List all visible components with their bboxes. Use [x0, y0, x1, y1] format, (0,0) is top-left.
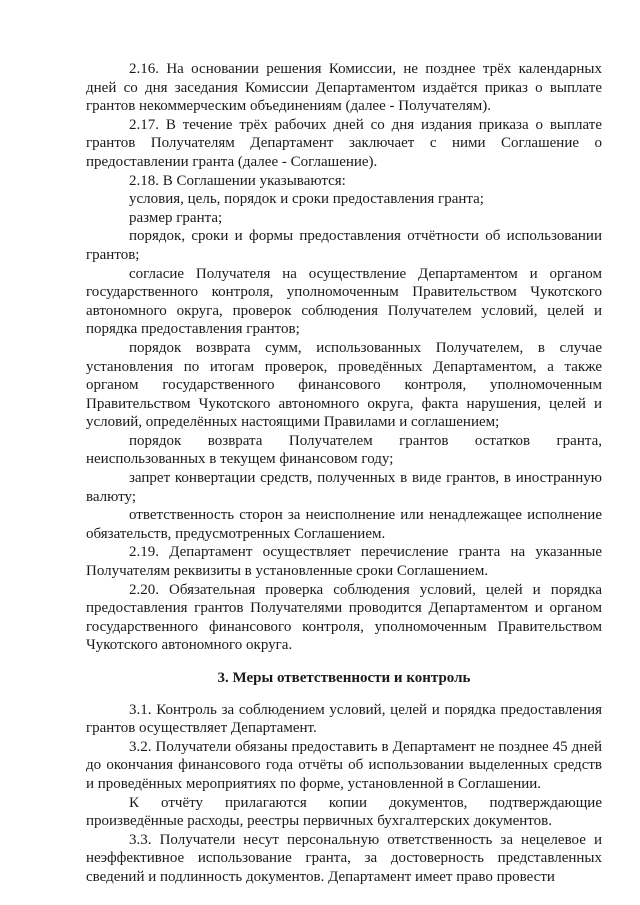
list-item: ответственность сторон за неисполнение или ненадлежащее исполнение обязательств, предусмотренных Соглашением. — [86, 507, 602, 542]
section-heading: 3. Меры ответственности и контроль — [217, 670, 471, 686]
list-item: размер гранта; — [129, 209, 223, 226]
paragraph-3-3: 3.3. Получатели несут персональную ответственность за нецелевое и неэффективное использование гранта, за достоверность представленных сведений и подлинность документов. Департамент имеет право провести — [86, 831, 602, 885]
paragraph-3-1: 3.1. Контроль за соблюдением условий, целей и порядка предоставления грантов осуществляет Департамент. — [86, 701, 602, 737]
document-page — [86, 60, 602, 887]
paragraph-2-19: 2.19. Департамент осуществляет перечисление гранта на указанные Получателям реквизиты в установленные сроки Соглашением. — [86, 544, 602, 580]
list-item: запрет конвертации средств, полученных в виде грантов, в иностранную валюту; — [86, 470, 602, 505]
paragraph-2-17: 2.17. В течение трёх рабочих дней со дня издания приказа о выплате грантов Получателям Департамент заключает с ними Соглашение о предоставлении гранта (далее - Соглашение). — [86, 116, 602, 170]
list-item: порядок возврата Получателем грантов остатков гранта, неиспользованных в текущем финансовом году; — [86, 432, 602, 468]
list-item: порядок возврата сумм, использованных Получателем, в случае установления по итогам проверок, проведённых Департаментом, а также органом государственного финансового контроля, уполномоченным Правительством Чукотского автономного округа, факта нарушения, целей и условий, определённых настоящими Правилами и соглашением; — [86, 339, 602, 431]
list-item: согласие Получателя на осуществление Департаментом и органом государственного контроля, уполномоченным Правительством Чукотского автономного округа, проверок соблюдения Получателем условий, целей и порядка предоставления грантов; — [86, 265, 602, 338]
paragraph-2-20: 2.20. Обязательная проверка соблюдения условий, целей и порядка предоставления грантов Получателями проводится Департаментом и органом государственного финансового контроля, уполномоченным Правительством Чукотского автономного округа. — [86, 581, 602, 654]
paragraph-3-2: 3.2. Получатели обязаны предоставить в Департамент не позднее 45 дней до окончания финансового года отчёты об использовании выделенных средств и проведённых мероприятиях по форме, установленной в Соглашении. — [86, 738, 602, 792]
paragraph-2-16: 2.16. На основании решения Комиссии, не позднее трёх календарных дней со дня заседания Комиссии Департаментом издаётся приказ о выплате грантов некоммерческим объединениям (далее - Получателям). — [86, 61, 602, 115]
list-item: условия, цель, порядок и сроки предоставления гранта; — [129, 191, 484, 208]
list-item: порядок, сроки и формы предоставления отчётности об использовании грантов; — [86, 228, 602, 263]
paragraph-2-18: 2.18. В Соглашении указываются: — [129, 172, 346, 189]
paragraph-attachments: К отчёту прилагаются копии документов, подтверждающие произведённые расходы, реестры первичных бухгалтерских документов. — [86, 794, 602, 830]
